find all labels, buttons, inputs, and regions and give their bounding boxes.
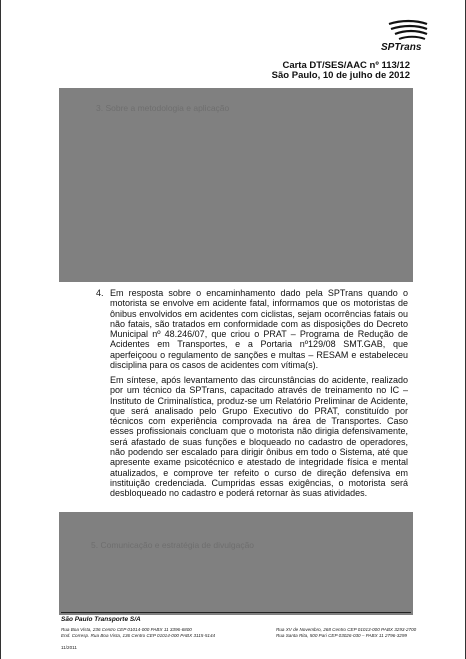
redacted-ghost-heading: 3. Sobre a metodologia e aplicação	[96, 103, 230, 113]
item-paragraph-2: Em síntese, após levantamento das circunstâncias do acidente, realizado por um técnico da SPTrans, capacitado através de treinamento no IC – Instituto de Criminalística, produz-se um Relatório Preliminar de Acidente, que será analisado pelo Grupo Executivo do PRAT, constituído por técnicos com experiência comprovada na área de Transportes. Caso esses profissionais concluam que o motorista não dirigia defensivamente, será afastado de suas funções e bloqueado no cadastro de operadores, não podendo ser escalado para dirigir ônibus em todo o Sistema, até que apresente exame psicotécnico e atestado de integridade física e mental atualizados, e comprove ter refeito o curso de direção defensiva em instituição credenciada. Cumpridas essas exigências, o motorista será desbloqueado no cadastro e poderá retornar às suas atividades.	[110, 375, 408, 499]
footer-address-right-1: Rua XV de Novembro, 268 Centro CEP 01013-000 PABX 3293-2700	[276, 627, 417, 632]
redacted-block-bottom	[59, 512, 413, 615]
footer-code: 11/2011	[61, 645, 77, 650]
footer-company: São Paulo Transporte S/A	[61, 616, 141, 623]
letter-reference: Carta DT/SES/AAC nº 113/12	[282, 60, 410, 71]
item-paragraph-1: Em resposta sobre o encaminhamento dado pela SPTrans quando o motorista se envolve em acidente fatal, informamos que os motoristas de ônibus envolvidos em acidentes com ciclistas, sejam ocorrências fatais ou não fatais, são tratados em conformidade com as disposições do Decreto Municipal nº 48.246/07, que criou o PRAT – Programa de Redução de Acidentes em Transportes, e a Portaria nº129/08 SMT.GAB, que aperfeiçoou o regulamento de sanções e multas – RESAM e estabeleceu disciplina para os casos de acidentes com vítima(s).	[110, 288, 408, 371]
footer-address-left-1: Rua Boa Vista, 236 Centro CEP 01014-000 PABX 11 3396-6800	[61, 627, 192, 632]
footer-address-left-2: End. Corresp. Rua Boa Vista, 136 Centro CEP 01014-000 PABX 3115-5144	[61, 633, 216, 638]
redacted-ghost-heading-2: 5. Comunicação e estratégia de divulgação	[91, 540, 255, 550]
item-number: 4.	[96, 288, 104, 298]
place-date: São Paulo, 10 de julho de 2012	[271, 70, 410, 81]
footer-divider	[61, 612, 411, 613]
logo-text: SPTrans	[381, 42, 422, 53]
redacted-block-top	[59, 88, 413, 282]
footer-address-right-2: Rua Santa Rita, 500 Pari CEP 03026-030 – PABX 11 2796-3299	[276, 633, 407, 638]
